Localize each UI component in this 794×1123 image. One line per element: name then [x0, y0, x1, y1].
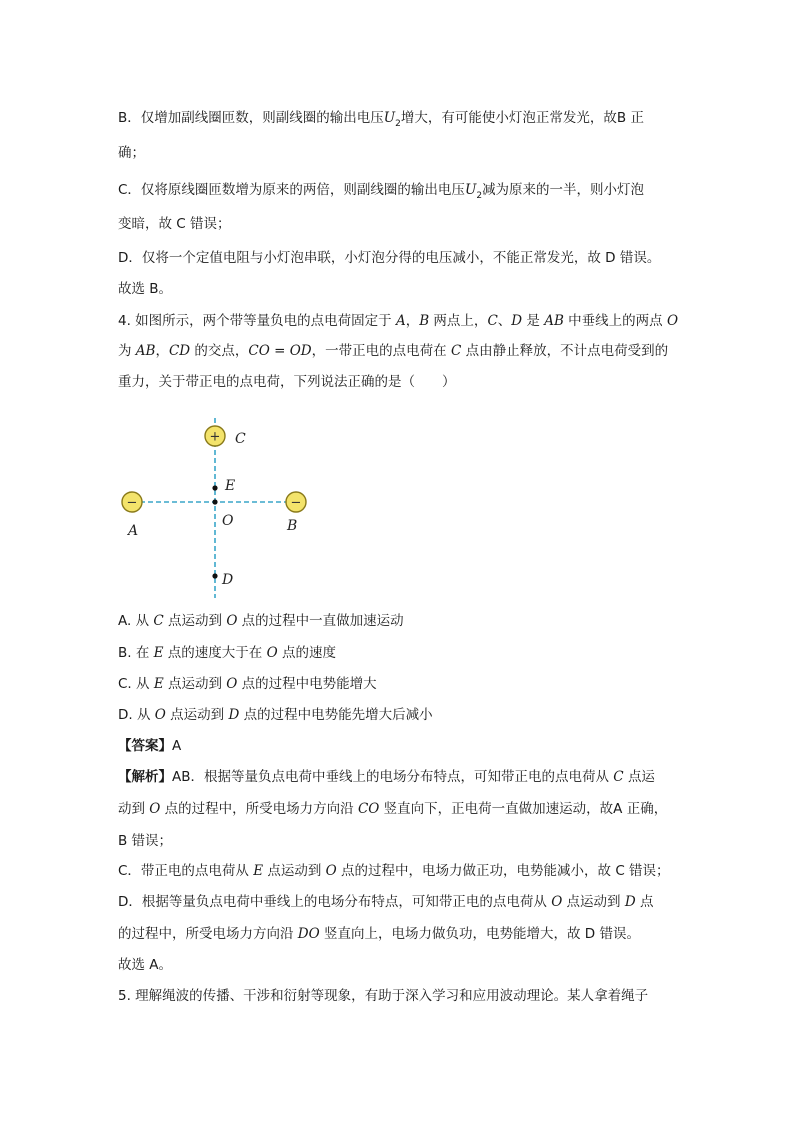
q5-line1: 5. 理解绳波的传播、干涉和衍射等现象，有助于深入学习和应用波动理论。某人拿着绳子 — [118, 988, 649, 1004]
prev-answer-b-line1: B．仅增加副线圈匝数，则副线圈的输出电压$U_2$增大，有可能使小灯泡正常发光，故B 正 — [118, 110, 644, 129]
label-e: E — [225, 478, 236, 494]
answer-value: A — [172, 738, 182, 754]
charge-c-positive — [205, 426, 225, 446]
analysis-label: 【解析】 — [118, 769, 172, 785]
label-a: A — [128, 523, 139, 539]
label-c: C — [235, 431, 246, 447]
option-c: C. 从 E 点运动到 O 点的过程中电势能增大 — [118, 676, 377, 692]
analysis-line6: 的过程中，所受电场力方向沿 DO 竖直向上，电场力做负功，电势能增大，故 D 错误。 — [118, 926, 640, 942]
answer-label: 【答案】 — [118, 738, 172, 754]
analysis-line4: C．带正电的点电荷从 E 点运动到 O 点的过程中，电场力做正功，电势能减小，故 C 错误； — [118, 863, 670, 879]
point-o — [212, 499, 217, 504]
option-b: B. 在 E 点的速度大于在 O 点的速度 — [118, 645, 336, 661]
analysis-line5: D．根据等量负点电荷中垂线上的电场分布特点，可知带正电的点电荷从 O 点运动到 D 点 — [118, 894, 654, 910]
q4-line1: 4. 如图所示，两个带等量负电的点电荷固定于 A，B 两点上，C、D 是 AB 中垂线上的两点 O — [118, 313, 679, 329]
analysis-line1: 【解析】AB．根据等量负点电荷中垂线上的电场分布特点，可知带正电的点电荷从 C 点运 — [118, 769, 655, 785]
svg-text:+: + — [209, 429, 221, 445]
prev-answer-c-line2: 变暗，故 C 错误； — [118, 216, 231, 232]
charge-a-negative — [122, 492, 142, 512]
charge-b-negative — [286, 492, 306, 512]
point-e — [212, 485, 217, 490]
q4-line2: 为 AB，CD 的交点，CO = OD，一带正电的点电荷在 C 点由静止释放，不计点电荷受到的 — [118, 343, 669, 359]
option-d: D. 从 O 点运动到 D 点的过程中电势能先增大后减小 — [118, 707, 433, 723]
prev-answer-b-line2: 确； — [118, 145, 145, 161]
point-d — [212, 573, 217, 578]
prev-answer-c-line1: C．仅将原线圈匝数增为原来的两倍，则副线圈的输出电压$U_2$减为原来的一半，则小灯泡 — [118, 182, 645, 201]
analysis-conclusion: 故选 A。 — [118, 957, 173, 973]
charge-diagram — [110, 418, 310, 598]
svg-text:−: − — [126, 495, 138, 511]
prev-answer-d-line1: D．仅将一个定值电阻与小灯泡串联，小灯泡分得的电压减小，不能正常发光，故 D 错误。 — [118, 250, 661, 266]
label-d: D — [222, 572, 234, 588]
analysis-line3: B 错误； — [118, 833, 173, 849]
prev-answer-conclusion: 故选 B。 — [118, 281, 173, 297]
label-b: B — [287, 518, 298, 534]
option-a: A. 从 C 点运动到 O 点的过程中一直做加速运动 — [118, 613, 404, 629]
analysis-line2: 动到 O 点的过程中，所受电场力方向沿 CO 竖直向下，正电荷一直做加速运动，故A 正确， — [118, 801, 668, 817]
label-o: O — [222, 513, 234, 529]
answer-line — [118, 736, 181, 756]
q4-line3: 重力，关于带正电的点电荷，下列说法正确的是（ ） — [118, 374, 456, 390]
svg-text:−: − — [290, 495, 302, 511]
